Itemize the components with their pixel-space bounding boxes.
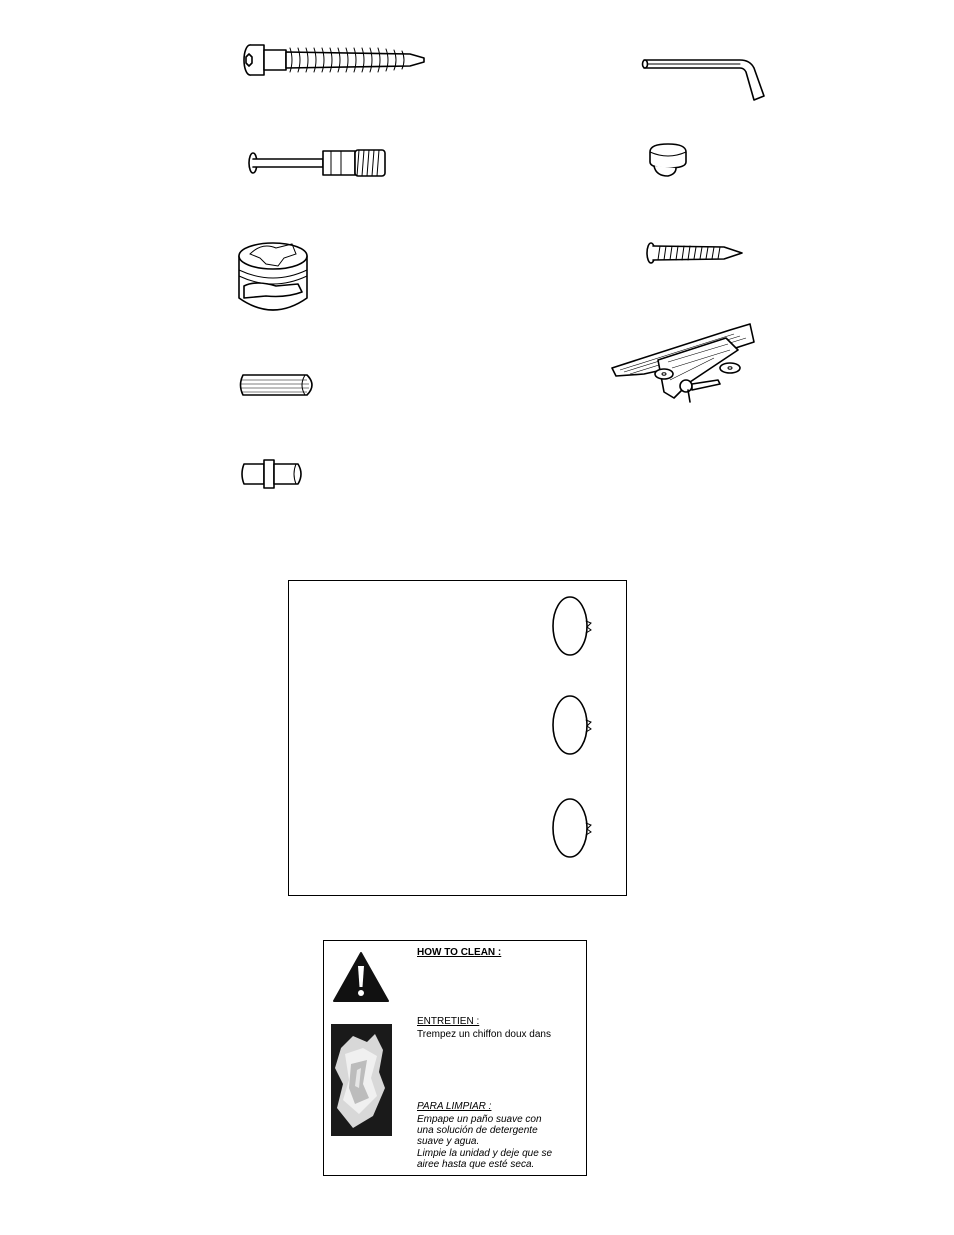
entretien-heading: ENTRETIEN : bbox=[417, 1016, 480, 1027]
cam-bolt-screw-icon bbox=[240, 42, 430, 78]
wood-dowel-icon bbox=[237, 372, 319, 398]
cam-lock-icon bbox=[236, 240, 310, 316]
entretien-text: Trempez un chiffon doux dans bbox=[417, 1029, 551, 1040]
para-limpiar-text-2: Limpie la unidad y deje que se airee hasta que esté seca. bbox=[417, 1148, 553, 1170]
allen-key-icon bbox=[640, 56, 766, 104]
how-to-clean-heading: HOW TO CLEAN : bbox=[417, 947, 502, 958]
cover-cap-icon bbox=[550, 694, 598, 758]
bumper-icon bbox=[646, 142, 692, 180]
warning-triangle-icon bbox=[332, 951, 390, 1003]
shelf-pin-icon bbox=[240, 458, 306, 490]
cam-bolt-dowel-icon bbox=[245, 146, 391, 180]
anti-tip-strap-kit-icon bbox=[610, 322, 760, 404]
cover-cap-icon bbox=[550, 595, 598, 659]
nail-icon bbox=[644, 240, 744, 266]
para-limpiar-heading: PARA LIMPIAR : bbox=[417, 1101, 492, 1112]
cover-caps-panel bbox=[288, 580, 627, 896]
cloth-icon bbox=[331, 1024, 392, 1136]
cleaning-instructions-panel bbox=[323, 940, 587, 1176]
cover-cap-icon bbox=[550, 797, 598, 861]
para-limpiar-text-1: Empape un paño suave con una solución de detergente suave y agua. bbox=[417, 1114, 542, 1147]
